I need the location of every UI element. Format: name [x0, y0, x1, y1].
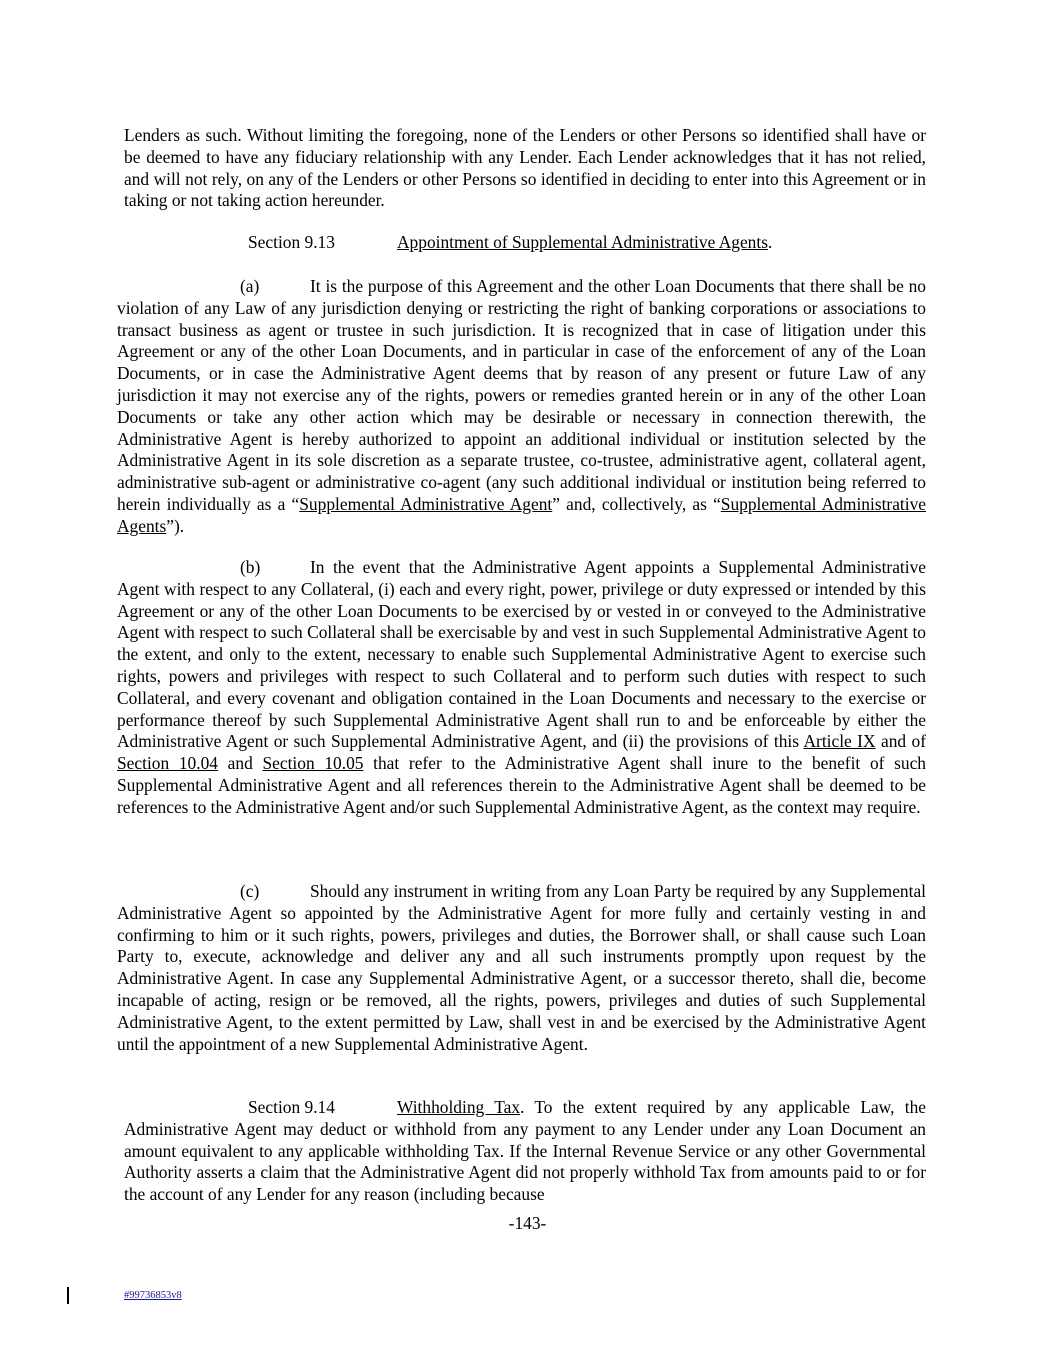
- section-title: Appointment of Supplemental Administrative Agents: [397, 232, 768, 252]
- paragraph-b: (b) In the event that the Administrative Agent appoints a Supplemental Administrative Agent with respect to any Collateral, (i) each and every right, power, privilege or duty expressed or intended by this Agreement or any of the other Loan Documents to be exercised by or vested in or conveyed to the Administrative Agent with respect to such Collateral shall be exercisable by and vest in such Supplemental Administrative Agent to the extent, and only to the extent, necessary to enable such Supplemental Administrative Agent to exercise such rights, powers and privileges with respect to such Collateral and to perform such duties with respect to such Collateral, and every covenant and obligation contained in the Loan Documents and necessary to the exercise or performance thereof by such Supplemental Administrative Agent shall run to and be enforceable by either the Administrative Agent or such Supplemental Administrative Agent, and (ii) the provisions of this Article IX and of Section 10.04 and Section 10.05 that refer to the Administrative Agent shall inure to the benefit of such Supplemental Administrative Agent and all references therein to the Administrative Agent shall be deemed to be references to the Administrative Agent and/or such Supplemental Administrative Agent, as the context may require.: [117, 557, 927, 817]
- paragraph-label: (a): [240, 276, 260, 296]
- revision-bar: [67, 1287, 69, 1304]
- section-number: Section 9.14: [248, 1097, 335, 1117]
- section-9-14-paragraph: Section 9.14 Withholding Tax. To the extent required by any applicable Law, the Administrative Agent may deduct or withhold from any payment to any Lender under any Loan Document an amount equivalent to any applicable withholding Tax. If the Internal Revenue Service or any other Governmental Authority asserts a claim that the Administrative Agent did not properly withhold Tax from amounts paid to or for the account of any Lender for any reason (including because: [124, 1097, 926, 1205]
- defined-term: Supplemental Administrative Agents: [117, 493, 927, 536]
- paragraph-a: (a) It is the purpose of this Agreement and the other Loan Documents that there shall be no violation of any Law of any jurisdiction denying or restricting the right of banking corporations or associations to transact business as agent or trustee in such jurisdiction. It is recognized that in case of litigation under this Agreement or any of the other Loan Documents, and in particular in case of the enforcement of any of the Loan Documents, or in case the Administrative Agent deems that by reason of any present or future Law of any jurisdiction it may not exercise any of the rights, powers or remedies granted herein or in any of the other Loan Documents or take any other action which may be desirable or necessary in connection therewith, the Administrative Agent is hereby authorized to appoint an additional individual or institution selected by the Administrative Agent in its sole discretion as a separate trustee, co-trustee, administrative agent, collateral agent, administrative sub-agent or administrative co-agent (any such additional individual or institution being referred to herein individually as a “Supplemental Administrative Agent” and, collectively, as “Supplemental Administrative Agents”).: [117, 276, 927, 536]
- paragraph-label: (c): [240, 881, 260, 901]
- document-id-link[interactable]: #99736853v8: [124, 1290, 182, 1301]
- section-number: Section 9.13: [248, 232, 335, 252]
- cross-reference: Section 10.04: [117, 753, 218, 774]
- page-number: -143-: [508, 1213, 547, 1233]
- paragraph-continuation: Lenders as such. Without limiting the foregoing, none of the Lenders or other Persons so identified shall have or be deemed to have any fiduciary relationship with any Lender. Each Lender acknowledges that it has not relied, and will not rely, on any of the Lenders or other Persons so identified in deciding to enter into this Agreement or in taking or not taking action hereunder.: [124, 125, 926, 211]
- section-9-13-heading: Section 9.13 Appointment of Supplemental Administrative Agents.: [248, 232, 773, 252]
- paragraph-c: (c) Should any instrument in writing from any Loan Party be required by any Supplemental Administrative Agent so appointed by the Administrative Agent for more fully and certainly vesting in and confirming to him or it such rights, powers, privileges and duties, the Borrower shall, or shall cause such Loan Party to, execute, acknowledge and deliver any and all such instruments promptly upon request by the Administrative Agent. In case any Supplemental Administrative Agent, or a successor thereto, shall die, become incapable of acting, resign or be removed, all the rights, powers, privileges and duties of such Supplemental Administrative Agent, to the extent permitted by Law, shall vest in and be exercised by the Administrative Agent until the appointment of a new Supplemental Administrative Agent.: [117, 881, 926, 1054]
- cross-reference: Section 10.05: [262, 753, 364, 774]
- defined-term: Supplemental Administrative Agent: [299, 493, 553, 514]
- paragraph-label: (b): [240, 557, 261, 577]
- cross-reference: Article IX: [803, 731, 876, 752]
- section-title: Withholding Tax: [397, 1097, 521, 1117]
